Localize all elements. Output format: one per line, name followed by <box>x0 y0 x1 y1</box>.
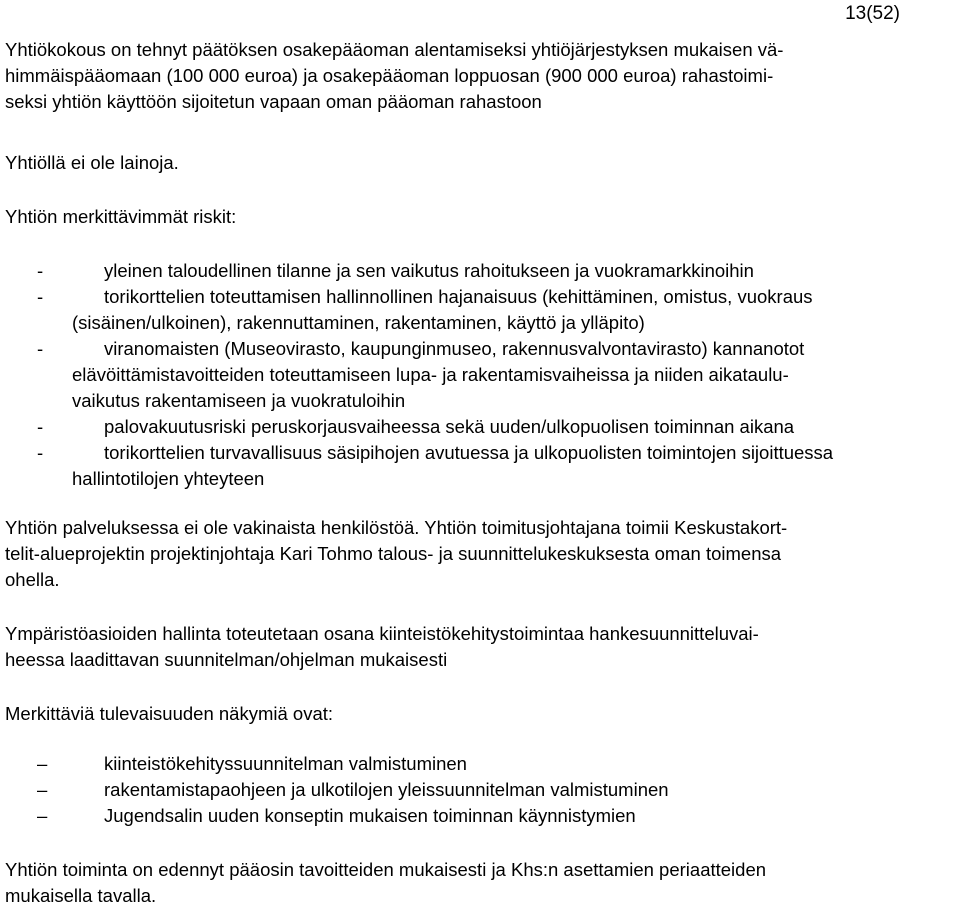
bullet-dash: - <box>37 416 44 437</box>
list-item <box>5 777 955 803</box>
paragraph-operations <box>5 857 955 909</box>
list-item-text: viranomaisten (Museovirasto, kaupunginmuseo, rakennusvalvontavirasto) kannanotot <box>104 338 805 359</box>
page-number: 13(52) <box>845 3 900 24</box>
list-item <box>5 284 955 310</box>
bullet-dash: - <box>37 338 44 359</box>
outlook-heading <box>5 701 955 727</box>
risks-heading <box>5 204 955 230</box>
list-item-text: Jugendsalin uuden konseptin mukaisen toiminnan käynnistymien <box>104 805 636 826</box>
paragraph-environment <box>5 621 955 673</box>
list-item <box>5 414 955 440</box>
list-item-text: torikorttelien turvavallisuus säsipihojen avutuessa ja ulkopuolisten toimintojen sijoittuessa <box>104 442 834 463</box>
list-item-text: kiinteistökehityssuunnitelman valmistuminen <box>104 753 467 774</box>
text-line: Ympäristöasioiden hallinta toteutetaan osana kiinteistökehitystoimintaa hankesuunnitteluvai- <box>5 623 759 644</box>
list-item-text: torikorttelien toteuttamisen hallinnollinen hajanaisuus (kehittäminen, omistus, vuokraus <box>104 286 813 307</box>
paragraph-capital-reduction <box>5 37 955 115</box>
paragraph-personnel <box>5 515 955 593</box>
list-item-continuation: elävöittämistavoitteiden toteuttamiseen lupa- ja rakentamisvaiheissa ja niiden aikataulu- <box>72 364 789 385</box>
bullet-dash: - <box>37 260 44 281</box>
list-item <box>5 751 955 777</box>
bullet-dash: – <box>37 779 48 800</box>
text-line: seksi yhtiön käyttöön sijoitetun vapaan oman pääoman rahastoon <box>5 91 542 112</box>
text-line: Yhtiön palveluksessa ei ole vakinaista henkilöstöä. Yhtiön toimitusjohtajana toimii Keskustakort- <box>5 517 788 538</box>
list-item <box>5 258 955 284</box>
list-item-text: yleinen taloudellinen tilanne ja sen vaikutus rahoitukseen ja vuokramarkkinoihin <box>104 260 754 281</box>
list-item-text: palovakuutusriski peruskorjausvaiheessa sekä uuden/ulkopuolisen toiminnan aikana <box>104 416 795 437</box>
text-line: telit-alueprojektin projektinjohtaja Kari Tohmo talous- ja suunnittelukeskuksesta oman toimensa <box>5 543 782 564</box>
bullet-dash: – <box>37 805 48 826</box>
outlook-list <box>5 751 955 829</box>
heading-text: Merkittäviä tulevaisuuden näkymiä ovat: <box>5 703 334 724</box>
text-line: himmäispääomaan (100 000 euroa) ja osakepääoman loppuosan (900 000 euroa) rahastoimi- <box>5 65 774 86</box>
text-line: ohella. <box>5 569 60 590</box>
list-item-continuation: (sisäinen/ulkoinen), rakennuttaminen, rakentaminen, käyttö ja ylläpito) <box>72 312 645 333</box>
list-item-text: rakentamistapaohjeen ja ulkotilojen yleissuunnitelman valmistuminen <box>104 779 669 800</box>
bullet-dash: - <box>37 286 44 307</box>
text-line: Yhtiöllä ei ole lainoja. <box>5 152 179 173</box>
list-item <box>5 803 955 829</box>
text-line: Yhtiön toiminta on edennyt pääosin tavoitteiden mukaisesti ja Khs:n asettamien periaatteiden <box>5 859 767 880</box>
paragraph-loans <box>5 150 955 176</box>
list-item-continuation: vaikutus rakentamiseen ja vuokratuloihin <box>72 390 406 411</box>
list-item <box>5 336 955 362</box>
text-line: heessa laadittavan suunnitelman/ohjelman mukaisesti <box>5 649 448 670</box>
text-line: Yhtiökokous on tehnyt päätöksen osakepääoman alentamiseksi yhtiöjärjestyksen mukaisen vä- <box>5 39 784 60</box>
bullet-dash: – <box>37 753 48 774</box>
risks-list <box>5 258 955 492</box>
list-item <box>5 440 955 466</box>
bullet-dash: - <box>37 442 44 463</box>
heading-text: Yhtiön merkittävimmät riskit: <box>5 206 237 227</box>
text-line: mukaisella tavalla. <box>5 885 157 906</box>
list-item-continuation: hallintotilojen yhteyteen <box>72 468 265 489</box>
